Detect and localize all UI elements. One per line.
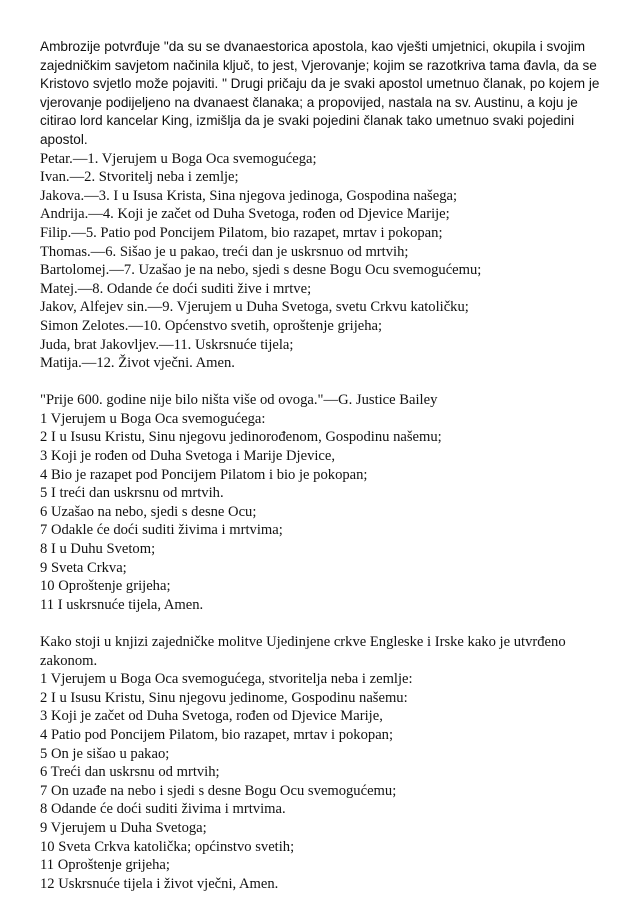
apostles-creed-attribution-list (40, 150, 615, 373)
list-item: Jakov, Alfejev sin.—9. Vjerujem u Duha Svetoga, svetu Crkvu katoličku; (40, 299, 469, 316)
list-item: 7 On uzađe na nebo i sjedi s desne Bogu Ocu svemogućemu; (40, 782, 397, 799)
list-item: 1 Vjerujem u Boga Oca svemogućega, stvoritelja neba i zemlje: (40, 671, 413, 688)
intro-paragraph: Ambrozije potvrđuje "da su se dvanaestorica apostola, kao vješti umjetnici, okupila i svojim zajedničkim savjetom načinila ključ, to jest, Vjerovanje; kojim se razotkriva tama đavla, da se Kristovo svjetlo može pojaviti. " Drugi pričaju da je svaki apostol umetnuo članak, po kojem je vjerovanje podijeljeno na dvanaest članaka; a propovijed, nastala na sv. Austinu, a koju je citirao lord kancelar King, izmišlja da je svaki pojedini članak tako umetnuo svaki pojedini apostol. (40, 39, 600, 147)
list-item: Matej.—8. Odande će doći suditi žive i mrtve; (40, 280, 312, 297)
list-item: Filip.—5. Patio pod Poncijem Pilatom, bio razapet, mrtav i pokopan; (40, 224, 443, 241)
list-item: 9 Vjerujem u Duha Svetoga; (40, 819, 207, 836)
list-item: Simon Zelotes.—10. Općenstvo svetih, oproštenje grijeha; (40, 317, 383, 334)
list-item: 3 Koji je začet od Duha Svetoga, rođen od Djevice Marije, (40, 708, 383, 725)
list-item: 6 Treći dan uskrsnu od mrtvih; (40, 764, 220, 781)
list-item: 7 Odakle će doći suditi živima i mrtvima; (40, 522, 283, 539)
list-item: Bartolomej.—7. Uzašao je na nebo, sjedi s desne Bogu Ocu svemogućemu; (40, 262, 482, 279)
list-item: 12 Uskrsnuće tijela i život vječni, Amen. (40, 875, 279, 892)
list-item: Petar.—1. Vjerujem u Boga Oca svemogućega; (40, 150, 317, 167)
list-item: 8 I u Duhu Svetom; (40, 541, 156, 558)
early-creed-list (40, 410, 615, 615)
list-item: Matija.—12. Život vječni. Amen. (40, 355, 235, 372)
list-item: 5 I treći dan uskrsnu od mrtvih. (40, 485, 224, 502)
paragraph-gap (40, 373, 615, 392)
section-heading-bailey: "Prije 600. godine nije bilo ništa više od ovoga."—G. Justice Bailey (40, 392, 438, 409)
list-item: 2 I u Isusu Kristu, Sinu njegovu jedinorođenom, Gospodinu našemu; (40, 429, 442, 446)
list-item: 9 Sveta Crkva; (40, 559, 127, 576)
list-item: Ivan.—2. Stvoritelj neba i zemlje; (40, 169, 239, 186)
section-heading-common-prayer: Kako stoji u knjizi zajedničke molitve Ujedinjene crkve Engleske i Irske kako je utvrđeno zakonom. (40, 634, 566, 669)
document-page (40, 38, 615, 893)
list-item: 3 Koji je rođen od Duha Svetoga i Marije Djevice, (40, 448, 336, 465)
list-item: Thomas.—6. Sišao je u pakao, treći dan je uskrsnuo od mrtvih; (40, 243, 409, 260)
list-item: Juda, brat Jakovljev.—11. Uskrsnuće tijela; (40, 336, 294, 353)
list-item: 10 Sveta Crkva katolička; općinstvo svetih; (40, 838, 295, 855)
list-item: 6 Uzašao na nebo, sjedi s desne Ocu; (40, 503, 257, 520)
list-item: 4 Patio pod Poncijem Pilatom, bio razapet, mrtav i pokopan; (40, 726, 394, 743)
paragraph-gap (40, 614, 615, 633)
list-item: 8 Odande će doći suditi živima i mrtvima. (40, 801, 286, 818)
list-item: 5 On je sišao u pakao; (40, 745, 170, 762)
list-item: 4 Bio je razapet pod Poncijem Pilatom i bio je pokopan; (40, 466, 368, 483)
common-prayer-creed-list (40, 670, 615, 893)
list-item: 11 Oproštenje grijeha; (40, 857, 170, 874)
list-item: 10 Oproštenje grijeha; (40, 578, 171, 595)
list-item: 2 I u Isusu Kristu, Sinu njegovu jedinome, Gospodinu našemu: (40, 689, 408, 706)
list-item: 1 Vjerujem u Boga Oca svemogućega: (40, 410, 266, 427)
list-item: Andrija.—4. Koji je začet od Duha Svetoga, rođen od Djevice Marije; (40, 206, 450, 223)
list-item: Jakova.—3. I u Isusa Krista, Sina njegova jedinoga, Gospodina našega; (40, 187, 458, 204)
list-item: 11 I uskrsnuće tijela, Amen. (40, 596, 204, 613)
